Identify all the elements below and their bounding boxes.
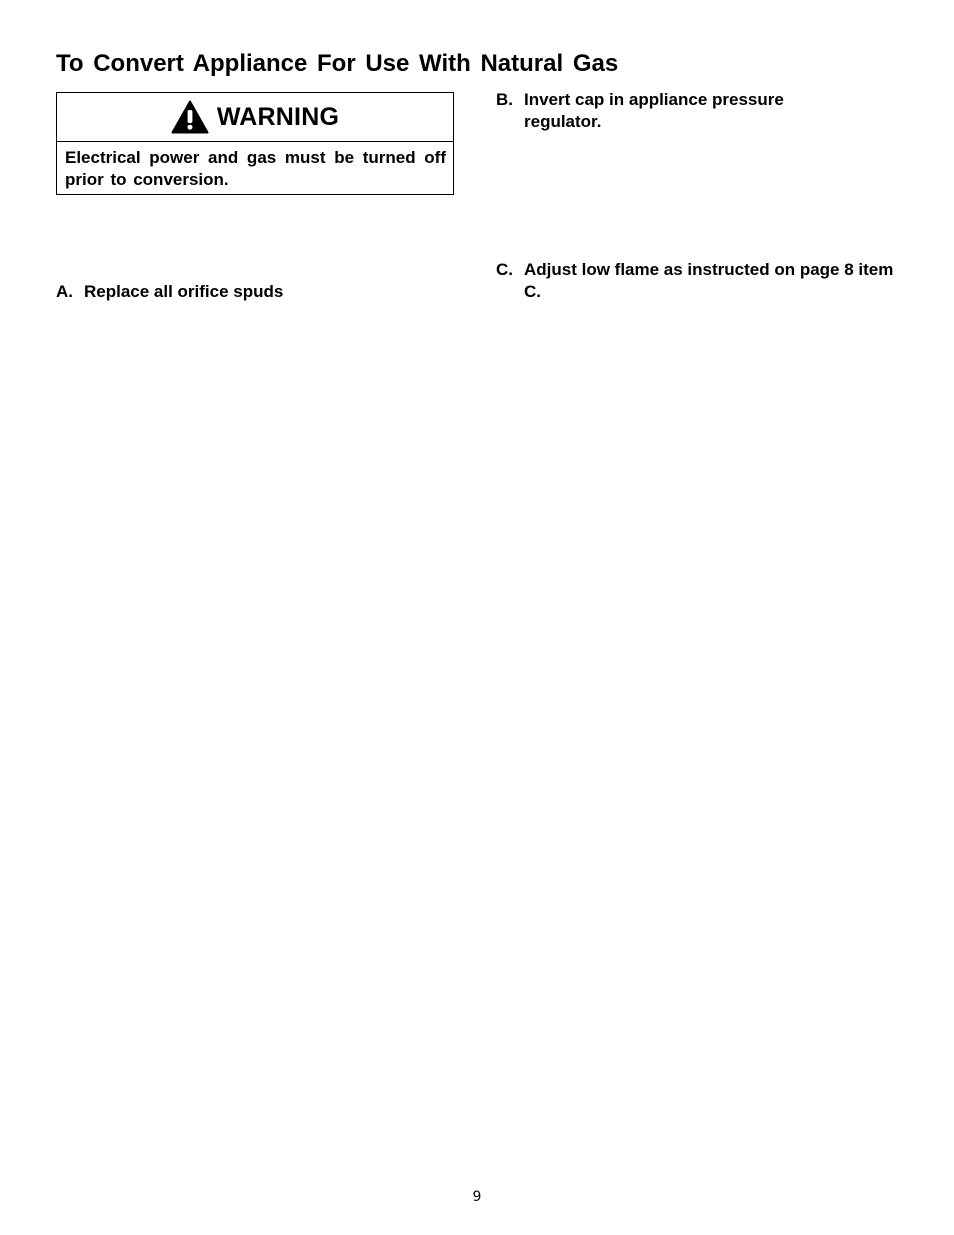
step-text: Adjust low flame as instructed on page 8 item C. — [524, 260, 894, 301]
page-number: 9 — [472, 1189, 482, 1205]
warning-label: WARNING — [216, 102, 340, 131]
step-b — [496, 89, 826, 133]
step-a — [56, 281, 456, 303]
step-letter: C. — [496, 260, 513, 279]
step-letter: B. — [496, 90, 513, 109]
warning-triangle-icon — [171, 100, 209, 134]
step-text: Invert cap in appliance pressure regulator. — [524, 90, 784, 131]
step-c — [496, 259, 896, 303]
step-letter: A. — [56, 282, 73, 301]
page-title: To Convert Appliance For Use With Natural Gas — [56, 50, 619, 77]
step-text: Replace all orifice spuds — [84, 282, 284, 301]
warning-box — [56, 92, 454, 195]
warning-header — [57, 93, 453, 142]
warning-text: Electrical power and gas must be turned off prior to conversion. — [65, 148, 446, 189]
